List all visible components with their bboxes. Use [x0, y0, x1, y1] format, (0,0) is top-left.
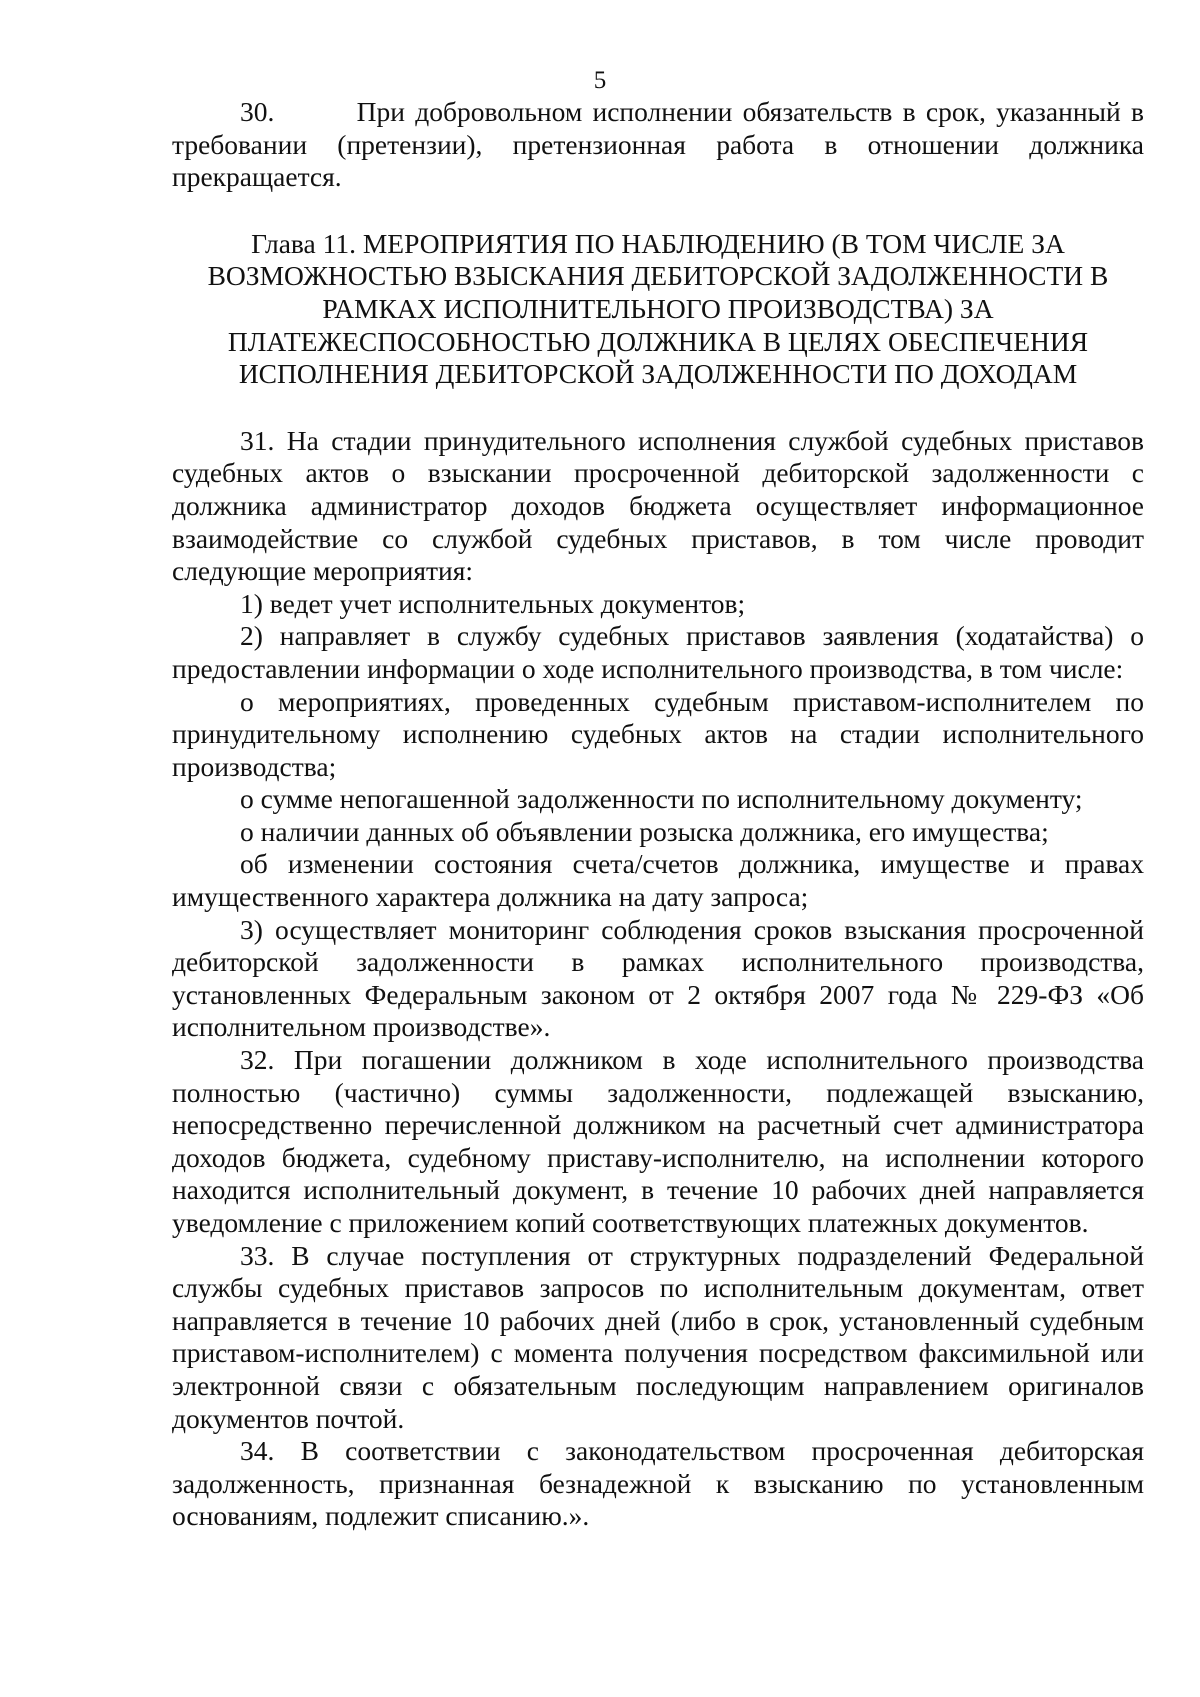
sub-item: о мероприятиях, проведенных судебным приставом-исполнителем по принудительному исполнению судебных актов на стадии исполнительного производства;	[172, 685, 1144, 782]
sub-item: о сумме непогашенной задолженности по исполнительному документу;	[240, 783, 1083, 815]
document-body	[172, 96, 1144, 1533]
paragraph-33: 33. В случае поступления от структурных подразделений Федеральной службы судебных приставов запросов по исполнительным документам, ответ направляется в течение 10 рабочих дней (либо в срок, установленный судебным приставом-исполнителем) с момента получения посредством факсимильной или электронной связи с обязательным последующим направлением оригиналов документов почтой.	[172, 1239, 1144, 1434]
list-item-1: 1) ведет учет исполнительных документов;	[240, 587, 746, 619]
chapter-heading-line: ИСПОЛНЕНИЯ ДЕБИТОРСКОЙ ЗАДОЛЖЕННОСТИ ПО ДОХОДАМ	[238, 358, 1078, 390]
chapter-heading	[172, 228, 1144, 391]
chapter-heading-line: РАМКАХ ИСПОЛНИТЕЛЬНОГО ПРОИЗВОДСТВА) ЗА	[322, 292, 994, 324]
paragraph-31: 31. На стадии принудительного исполнения службой судебных приставов судебных актов о взыскании просроченной дебиторской задолженности с должника администратор доходов бюджета осуществляет информационное взаимодействие со службой судебных приставов, в том числе проводит следующие мероприятия:	[172, 424, 1144, 587]
paragraph-32: 32. При погашении должником в ходе исполнительного производства полностью (частично) суммы задолженности, подлежащей взысканию, непосредственно перечисленной должником на расчетный счет администратора доходов бюджета, судебному приставу-исполнителю, на исполнении которого находится исполнительный документ, в течение 10 рабочих дней направляется уведомление с приложением копий соответствующих платежных документов.	[172, 1044, 1144, 1238]
paragraph-30: 30. При добровольном исполнении обязательств в срок, указанный в требовании (претензии), претензионная работа в отношении должника прекращается.	[172, 96, 1144, 193]
list-item-2: 2) направляет в службу судебных приставов заявления (ходатайства) о предоставлении информации о ходе исполнительного производства, в том числе:	[172, 620, 1144, 684]
list-item-3: 3) осуществляет мониторинг соблюдения сроков взыскания просроченной дебиторской задолженности в рамках исполнительного производства, установленных Федеральным законом от 2 октября 2007 года № 229-ФЗ «Об исполнительном производстве».	[172, 913, 1144, 1043]
chapter-heading-line: Глава 11. МЕРОПРИЯТИЯ ПО НАБЛЮДЕНИЮ (В ТОМ ЧИСЛЕ ЗА	[251, 227, 1065, 259]
paragraph-34: 34. В соответствии с законодательством просроченная дебиторская задолженность, признанная безнадежной к взысканию по установленным основаниям, подлежит списанию.».	[172, 1435, 1144, 1532]
sub-item: о наличии данных об объявлении розыска должника, его имущества;	[240, 815, 1049, 847]
sub-item: об изменении состояния счета/счетов должника, имуществе и правах имущественного характера должника на дату запроса;	[172, 848, 1144, 913]
chapter-heading-line: ПЛАТЕЖЕСПОСОБНОСТЬЮ ДОЛЖНИКА В ЦЕЛЯХ ОБЕСПЕЧЕНИЯ	[227, 325, 1089, 357]
page-number: 5	[593, 67, 607, 94]
chapter-heading-line: ВОЗМОЖНОСТЬЮ ВЗЫСКАНИЯ ДЕБИТОРСКОЙ ЗАДОЛЖЕННОСТИ В	[207, 260, 1109, 292]
